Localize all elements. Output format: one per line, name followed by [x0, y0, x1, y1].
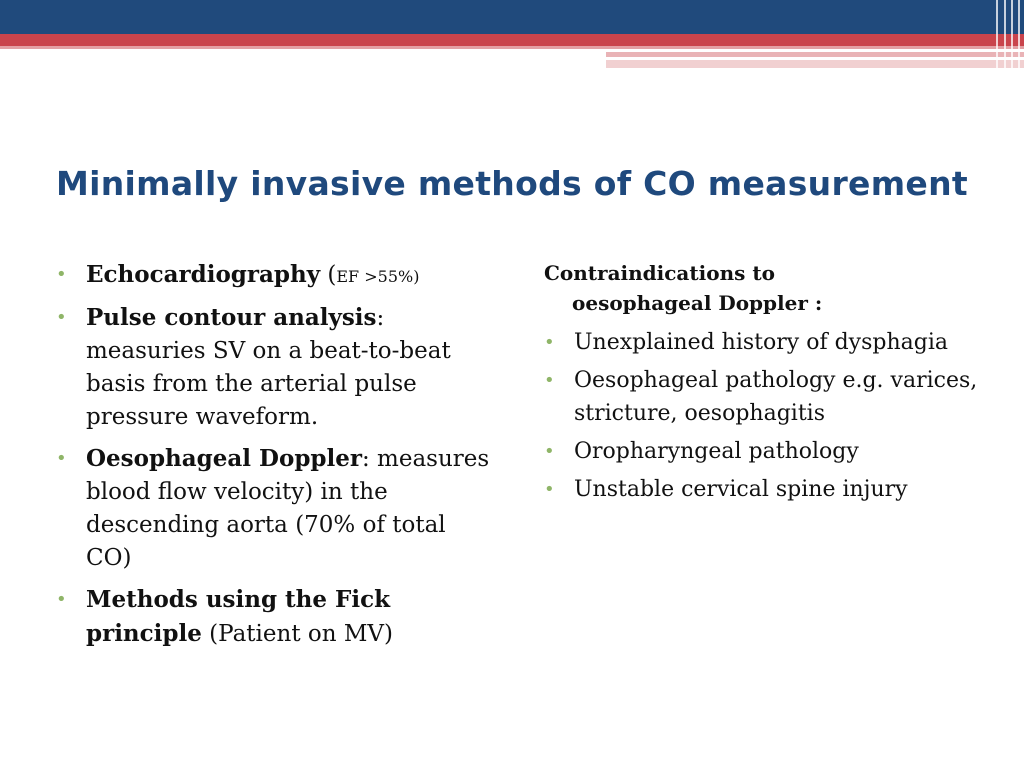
heading-line-1: Contraindications to [544, 261, 775, 285]
header-stripe [1011, 0, 1013, 68]
list-item-oesophageal-doppler [56, 442, 496, 575]
bullet-icon: • [544, 441, 555, 462]
list-item-contraindication [544, 326, 984, 359]
list-item-contraindication [544, 364, 984, 430]
list-item-pulse-contour [56, 301, 496, 434]
bullet-icon: • [544, 370, 555, 391]
bullet-icon: • [544, 332, 555, 353]
bullet-icon: • [544, 479, 555, 500]
item-bold-text: Methods using the Fick principle [86, 586, 391, 647]
bullet-icon: • [56, 589, 67, 610]
item-text: Oesophageal pathology e.g. varices, stricture, oesophagitis [574, 368, 978, 426]
list-item-fick-principle [56, 583, 496, 651]
bullet-icon: • [56, 307, 67, 328]
header-band-pink-light [606, 60, 1024, 68]
item-text: Unexplained history of dysphagia [574, 330, 948, 355]
item-text: Oropharyngeal pathology [574, 439, 859, 464]
slide-title: Minimally invasive methods of CO measurement [56, 164, 968, 203]
header-band-white-line [606, 57, 946, 59]
item-text: (Patient on MV) [201, 621, 393, 647]
contraindications-heading [544, 258, 984, 318]
header-stripe [996, 0, 998, 68]
item-text: : measuries SV on a beat-to-beat basis from the arterial pulse pressure waveform. [86, 305, 451, 430]
bullet-icon: • [56, 448, 67, 469]
item-text: Unstable cervical spine injury [574, 477, 908, 502]
header-band-red [0, 34, 1024, 46]
header-band-pink [0, 46, 1024, 49]
header-stripe [1004, 0, 1006, 68]
item-bold-text: Echocardiography [86, 261, 321, 288]
right-bullet-list [544, 326, 984, 506]
header-stripe [1018, 0, 1020, 68]
right-column [544, 258, 984, 511]
list-item-echocardiography [56, 258, 496, 293]
item-text: : measures blood flow velocity) in the descending aorta (70% of total CO) [86, 446, 490, 571]
item-text: ( [320, 262, 337, 288]
header-band-navy [0, 0, 1024, 34]
heading-line-2: oesophageal Doppler : [572, 291, 823, 315]
item-bold-text: Oesophageal Doppler [86, 445, 362, 472]
list-item-contraindication [544, 435, 984, 468]
bullet-icon: • [56, 264, 67, 285]
left-bullet-list [56, 258, 496, 659]
item-bold-text: Pulse contour analysis [86, 304, 377, 331]
item-small-text: EF >55%) [336, 267, 420, 286]
list-item-contraindication [544, 473, 984, 506]
